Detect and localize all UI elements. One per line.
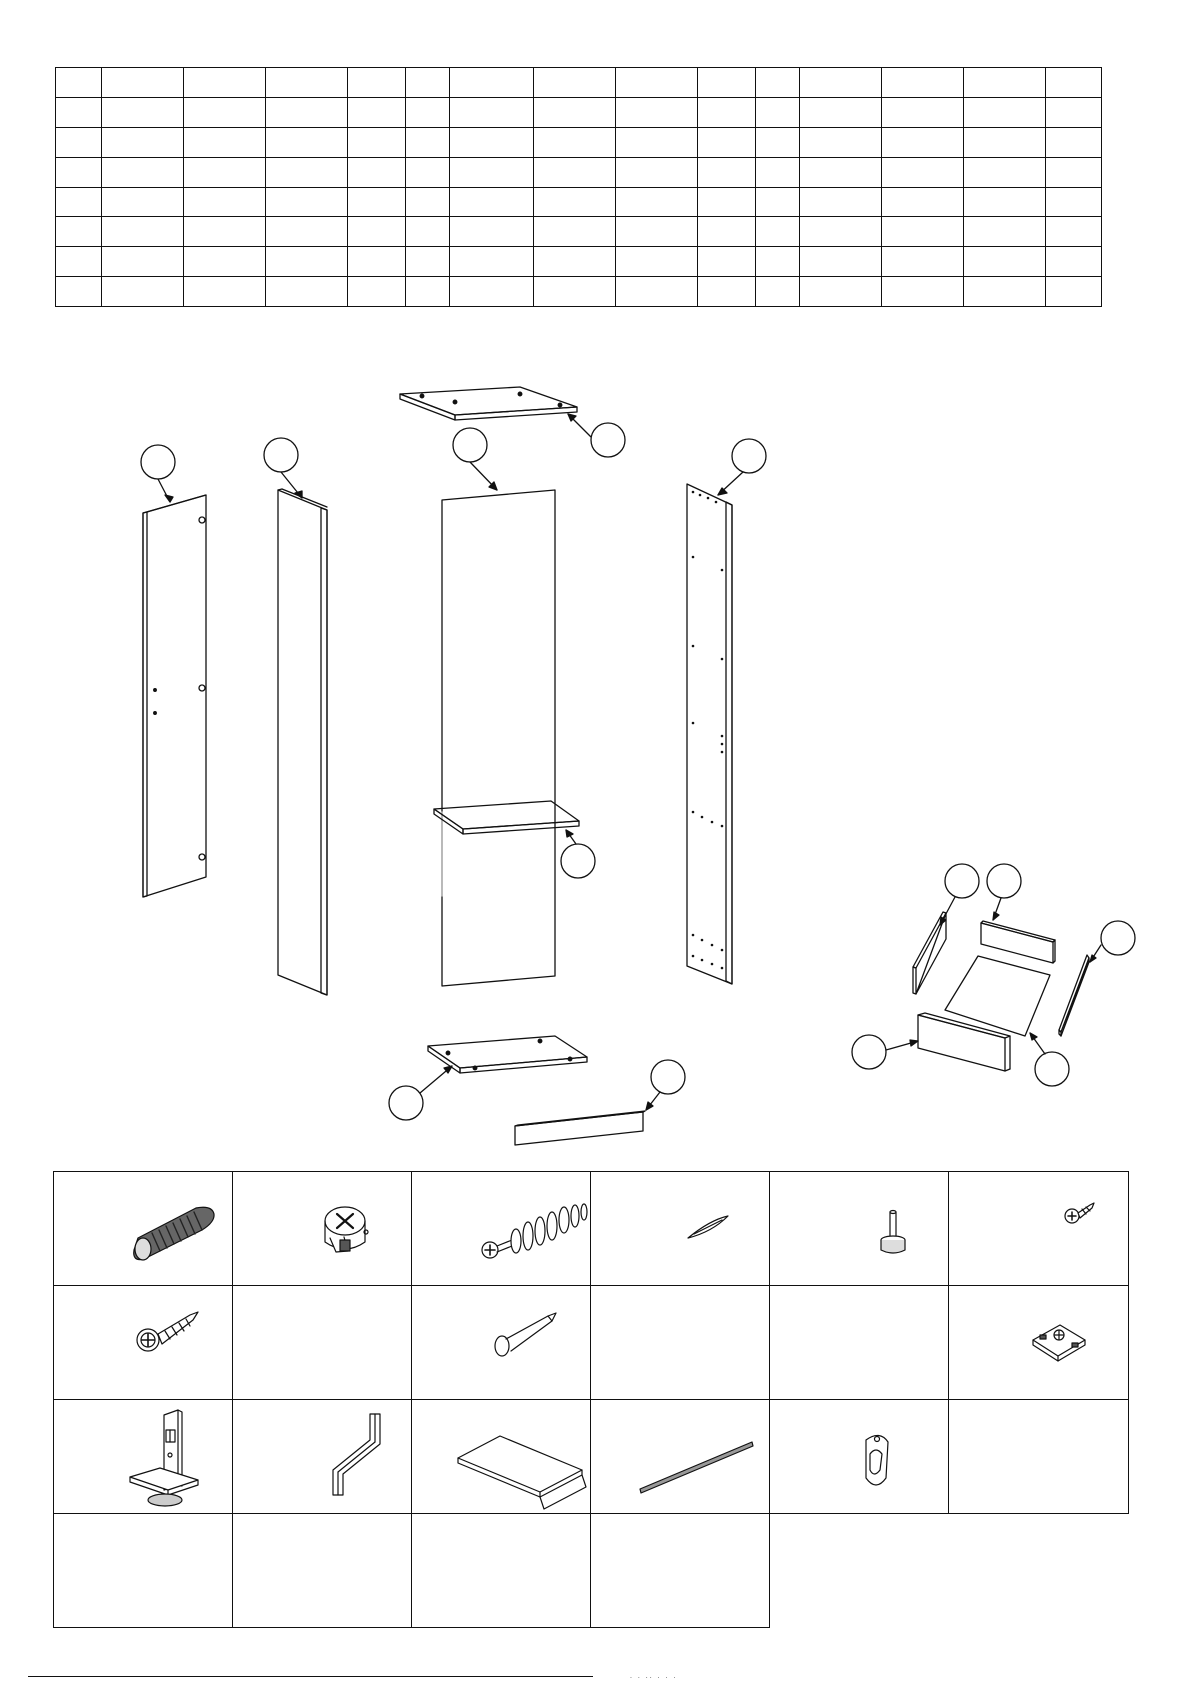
table-cell — [348, 277, 406, 307]
dowel-icon — [134, 1207, 214, 1260]
table-cell — [756, 247, 800, 277]
drawer-bottom — [945, 956, 1069, 1086]
table-cell — [184, 277, 266, 307]
table-cell — [1046, 277, 1102, 307]
table-cell — [184, 157, 266, 187]
biscuit-icon — [688, 1216, 728, 1238]
table-cell — [616, 187, 698, 217]
table-cell — [616, 217, 698, 247]
table-cell — [184, 247, 266, 277]
table-cell — [266, 97, 348, 127]
table-cell — [800, 277, 882, 307]
drawer-side-right — [1059, 921, 1135, 1036]
plinth — [515, 1060, 685, 1145]
table-cell — [756, 97, 800, 127]
fitting-cell — [590, 1399, 770, 1514]
table-cell — [534, 187, 616, 217]
back-panel — [442, 428, 555, 986]
wood-screw-icon — [137, 1312, 198, 1351]
table-cell — [698, 97, 756, 127]
fitting-cell — [769, 1171, 949, 1286]
table-cell — [406, 127, 450, 157]
table-cell — [964, 187, 1046, 217]
table-cell — [406, 247, 450, 277]
table-cell — [184, 187, 266, 217]
table-cell — [698, 68, 756, 98]
table-cell — [348, 217, 406, 247]
fitting-cell — [53, 1171, 233, 1286]
table-cell — [450, 247, 534, 277]
callout-circle — [1035, 1052, 1069, 1086]
table-cell — [964, 68, 1046, 98]
table-cell — [534, 217, 616, 247]
callout-circle — [591, 423, 625, 457]
table-row — [56, 127, 1102, 157]
table-cell — [102, 97, 184, 127]
table-cell — [964, 127, 1046, 157]
fitting-cell — [411, 1513, 591, 1628]
table-cell — [348, 157, 406, 187]
cam-bolt-icon — [482, 1204, 587, 1258]
leveling-foot-icon — [881, 1211, 905, 1254]
drawer-back — [981, 864, 1055, 963]
table-cell — [450, 187, 534, 217]
table-cell — [348, 97, 406, 127]
table-cell — [450, 127, 534, 157]
table-cell — [450, 68, 534, 98]
table-cell — [348, 247, 406, 277]
table-cell — [1046, 247, 1102, 277]
hanging-rail-icon — [640, 1442, 753, 1493]
table-cell — [756, 217, 800, 247]
table-cell — [616, 97, 698, 127]
callout-circle — [852, 1035, 886, 1069]
table-cell — [406, 217, 450, 247]
table-cell — [102, 68, 184, 98]
table-cell — [102, 187, 184, 217]
small-screw-icon — [1065, 1203, 1094, 1223]
table-cell — [102, 217, 184, 247]
fitting-cell — [769, 1285, 949, 1400]
table-cell — [882, 127, 964, 157]
table-cell — [450, 277, 534, 307]
table-cell — [184, 217, 266, 247]
fitting-cell — [232, 1513, 412, 1628]
footer-rule — [28, 1676, 593, 1677]
table-row — [56, 97, 1102, 127]
table-cell — [266, 127, 348, 157]
table-cell — [616, 127, 698, 157]
table-cell — [800, 247, 882, 277]
fitting-cell — [232, 1399, 412, 1514]
table-cell — [406, 68, 450, 98]
fitting-cell — [411, 1285, 591, 1400]
table-cell — [756, 157, 800, 187]
exploded-assembly-diagram — [0, 360, 1191, 1150]
table-cell — [882, 277, 964, 307]
fitting-cell — [411, 1171, 591, 1286]
callout-circle — [561, 844, 595, 878]
shelf — [434, 801, 595, 878]
table-cell — [698, 187, 756, 217]
table-cell — [184, 97, 266, 127]
table-cell — [534, 97, 616, 127]
side-panel-right — [687, 439, 766, 984]
table-cell — [800, 157, 882, 187]
table-cell — [450, 97, 534, 127]
drawer-side-left — [913, 864, 979, 994]
table-cell — [882, 247, 964, 277]
table-cell — [800, 127, 882, 157]
table-row — [56, 217, 1102, 247]
table-cell — [1046, 127, 1102, 157]
top-panel — [400, 387, 625, 457]
table-cell — [1046, 97, 1102, 127]
table-cell — [756, 68, 800, 98]
table-cell — [56, 217, 102, 247]
table-cell — [450, 217, 534, 247]
bottom-panel — [389, 1036, 587, 1120]
callout-circle — [453, 428, 487, 462]
table-cell — [406, 277, 450, 307]
table-cell — [882, 157, 964, 187]
parts-list-table — [55, 67, 1102, 307]
table-cell — [450, 157, 534, 187]
table-cell — [406, 97, 450, 127]
table-cell — [266, 247, 348, 277]
callout-circle — [389, 1086, 423, 1120]
fitting-cell — [590, 1285, 770, 1400]
table-row — [56, 187, 1102, 217]
table-cell — [102, 157, 184, 187]
nail-icon — [495, 1313, 556, 1356]
footer-marks: . . .. . . . — [630, 1673, 678, 1680]
fitting-cell — [590, 1513, 770, 1628]
table-cell — [882, 97, 964, 127]
table-cell — [882, 68, 964, 98]
fitting-cell — [948, 1171, 1129, 1286]
callout-circle — [141, 445, 175, 479]
table-cell — [184, 127, 266, 157]
table-cell — [102, 277, 184, 307]
table-cell — [1046, 187, 1102, 217]
table-cell — [756, 187, 800, 217]
table-cell — [698, 157, 756, 187]
table-cell — [184, 68, 266, 98]
rail-bracket-icon — [866, 1435, 888, 1485]
table-cell — [800, 187, 882, 217]
fitting-cell — [53, 1285, 233, 1400]
table-cell — [800, 68, 882, 98]
table-cell — [266, 157, 348, 187]
table-cell — [698, 247, 756, 277]
table-cell — [1046, 217, 1102, 247]
table-cell — [534, 247, 616, 277]
table-cell — [882, 187, 964, 217]
table-cell — [616, 68, 698, 98]
table-cell — [56, 127, 102, 157]
drawer-handle-icon — [458, 1436, 586, 1509]
table-row — [56, 247, 1102, 277]
table-cell — [348, 127, 406, 157]
callout-circle — [651, 1060, 685, 1094]
table-cell — [56, 277, 102, 307]
table-cell — [348, 68, 406, 98]
fitting-cell — [232, 1171, 412, 1286]
table-cell — [756, 277, 800, 307]
fitting-cell — [53, 1399, 233, 1514]
table-cell — [964, 277, 1046, 307]
table-row — [56, 157, 1102, 187]
fitting-cell — [232, 1285, 412, 1400]
table-cell — [56, 97, 102, 127]
table-cell — [56, 68, 102, 98]
side-panel-left — [141, 445, 206, 897]
fitting-cell — [948, 1399, 1129, 1514]
table-cell — [266, 68, 348, 98]
table-cell — [56, 187, 102, 217]
drawer-front — [852, 1013, 1010, 1071]
side-panel-narrow — [264, 438, 327, 995]
table-cell — [56, 247, 102, 277]
fitting-cell — [948, 1285, 1129, 1400]
table-cell — [1046, 68, 1102, 98]
table-cell — [266, 217, 348, 247]
table-cell — [800, 97, 882, 127]
adjustable-leg-icon — [130, 1410, 198, 1506]
table-cell — [698, 217, 756, 247]
table-cell — [964, 247, 1046, 277]
table-cell — [616, 247, 698, 277]
callout-circle — [1101, 921, 1135, 955]
table-cell — [882, 217, 964, 247]
table-cell — [266, 187, 348, 217]
callout-circle — [732, 439, 766, 473]
table-cell — [534, 127, 616, 157]
allen-key-icon — [333, 1414, 380, 1495]
table-cell — [534, 68, 616, 98]
hinge-plate-icon — [1033, 1325, 1085, 1361]
table-cell — [698, 127, 756, 157]
fitting-cell — [411, 1399, 591, 1514]
table-cell — [616, 157, 698, 187]
table-cell — [102, 247, 184, 277]
table-cell — [1046, 157, 1102, 187]
table-cell — [616, 277, 698, 307]
table-cell — [406, 157, 450, 187]
fitting-cell — [53, 1513, 233, 1628]
table-cell — [964, 97, 1046, 127]
cam-lock-icon — [325, 1207, 368, 1252]
table-cell — [800, 217, 882, 247]
table-cell — [534, 277, 616, 307]
table-cell — [964, 157, 1046, 187]
table-cell — [266, 277, 348, 307]
table-cell — [964, 217, 1046, 247]
fitting-cell — [769, 1399, 949, 1514]
table-cell — [698, 277, 756, 307]
table-row — [56, 68, 1102, 98]
callout-circle — [945, 864, 979, 898]
fitting-cell — [590, 1171, 770, 1286]
table-cell — [406, 187, 450, 217]
callout-circle — [987, 864, 1021, 898]
table-cell — [756, 127, 800, 157]
callout-circle — [264, 438, 298, 472]
table-cell — [348, 187, 406, 217]
table-cell — [102, 127, 184, 157]
table-cell — [56, 157, 102, 187]
table-cell — [534, 157, 616, 187]
table-row — [56, 277, 1102, 307]
